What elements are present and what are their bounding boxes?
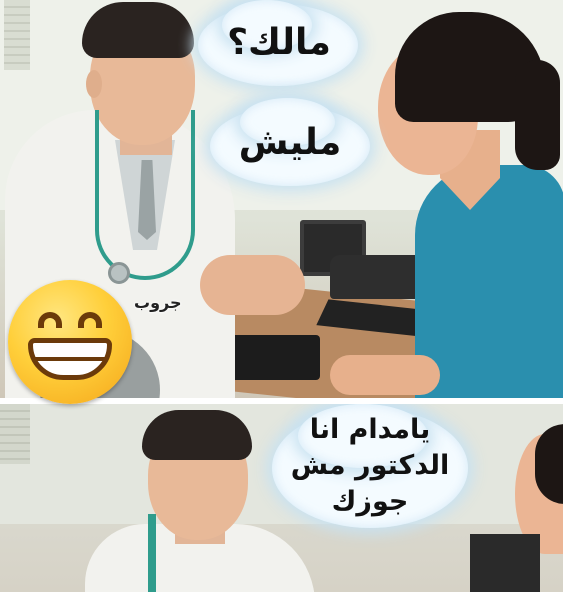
grinning-face-emoji-icon [8,280,132,404]
stethoscope-chest-piece [108,262,130,284]
group-label: جروب [134,293,182,312]
wall-photo [0,404,30,464]
window-blinds [4,0,30,70]
emoji-teeth-line [33,357,107,361]
doctor-hair [82,2,194,58]
speech-text-3-line-3: جوزك [331,486,409,517]
emoji-left-eye [38,312,62,328]
woman-shirt [415,165,563,398]
speech-text-2: مليش [238,122,342,163]
emoji-right-eye [78,312,102,328]
monitor-bottom [470,534,540,592]
doctor-ear [86,70,102,98]
doctor-hands [200,255,305,315]
speech-text-1: مالك؟ [227,22,331,63]
bottom-panel [0,404,563,592]
stethoscope-bottom [148,514,156,592]
emoji-mouth [28,338,112,380]
speech-text-3-line-2: الدكتور مش [290,450,450,481]
woman-arm [330,355,440,395]
stethoscope [95,110,195,280]
doctor-hair-bottom [142,410,252,460]
woman-ponytail [515,60,560,170]
speech-text-3-line-1: يامدام انا [309,414,431,445]
